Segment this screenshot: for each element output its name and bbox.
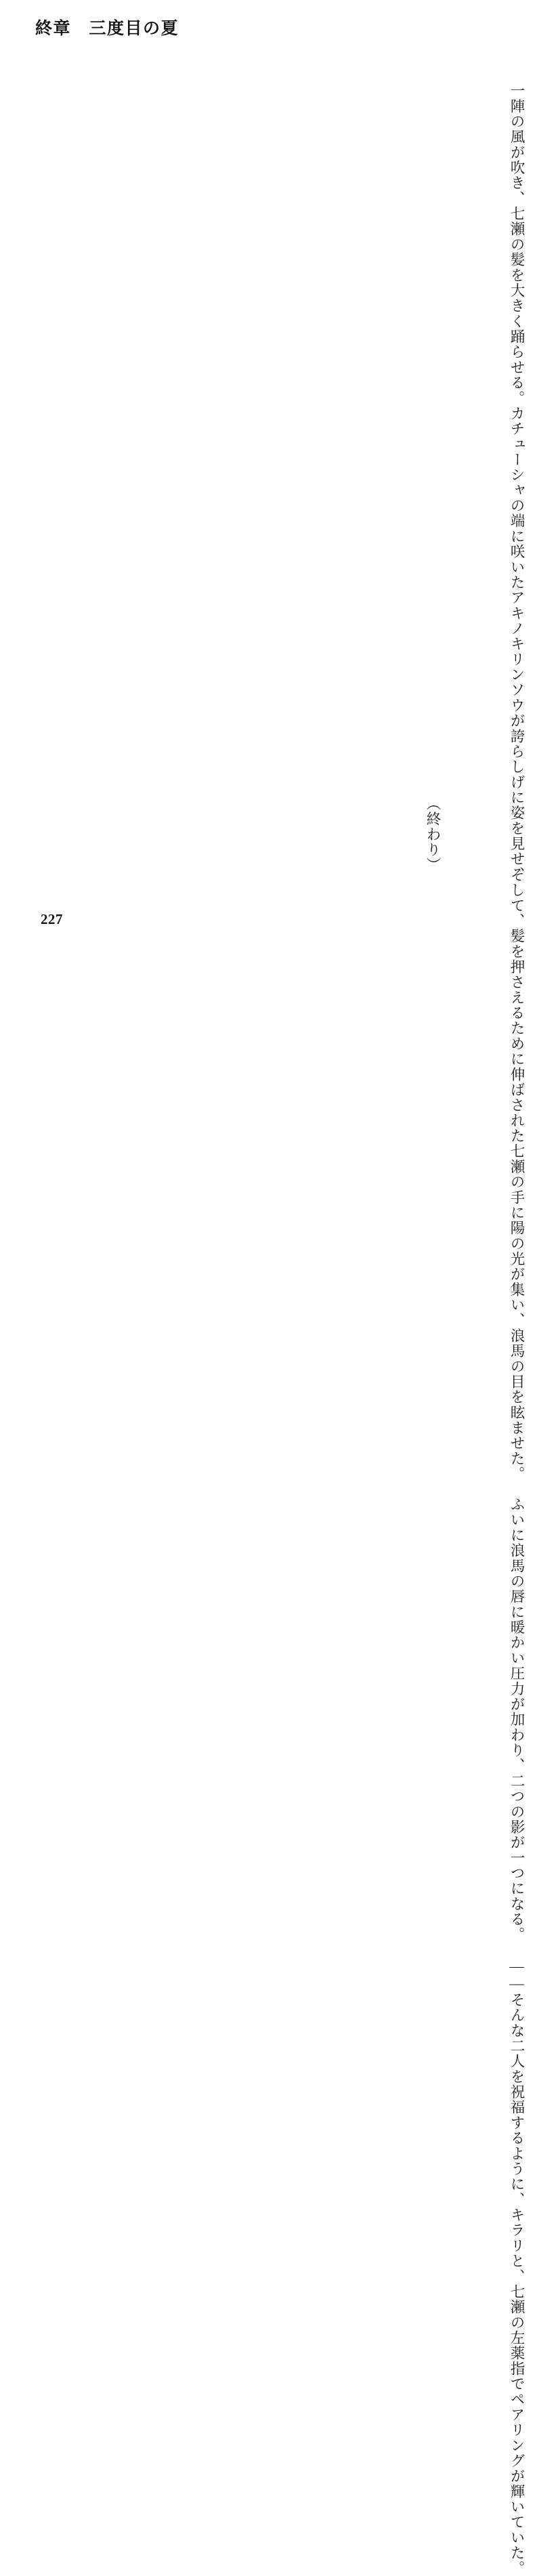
text-line: そして、髪を押さえるために伸ばされた七瀬の手に陽の光が集い、浪馬の目を眩ませた。 (509, 867, 525, 1482)
chapter-heading: 終章 三度目の夏 (35, 20, 179, 38)
text-line: ふいに浪馬の唇に暖かい圧力が加わり、二つの影が一つになる。 (509, 1481, 525, 1943)
body-text-block (320, 68, 525, 2576)
text-line: 一陣の風が吹き、七瀬の髪を大きく踊らせる。カチューシャの端に咲いたアキノキリンソウが誇らしげに姿を見せ、 (509, 68, 525, 883)
page-number: 227 (41, 911, 63, 927)
text-line: ――そんな二人を祝福するように、キラリと、七瀬の左薬指でペアリングが輝いていた。 (509, 1942, 525, 2576)
end-mark: （終わり） (425, 795, 441, 872)
